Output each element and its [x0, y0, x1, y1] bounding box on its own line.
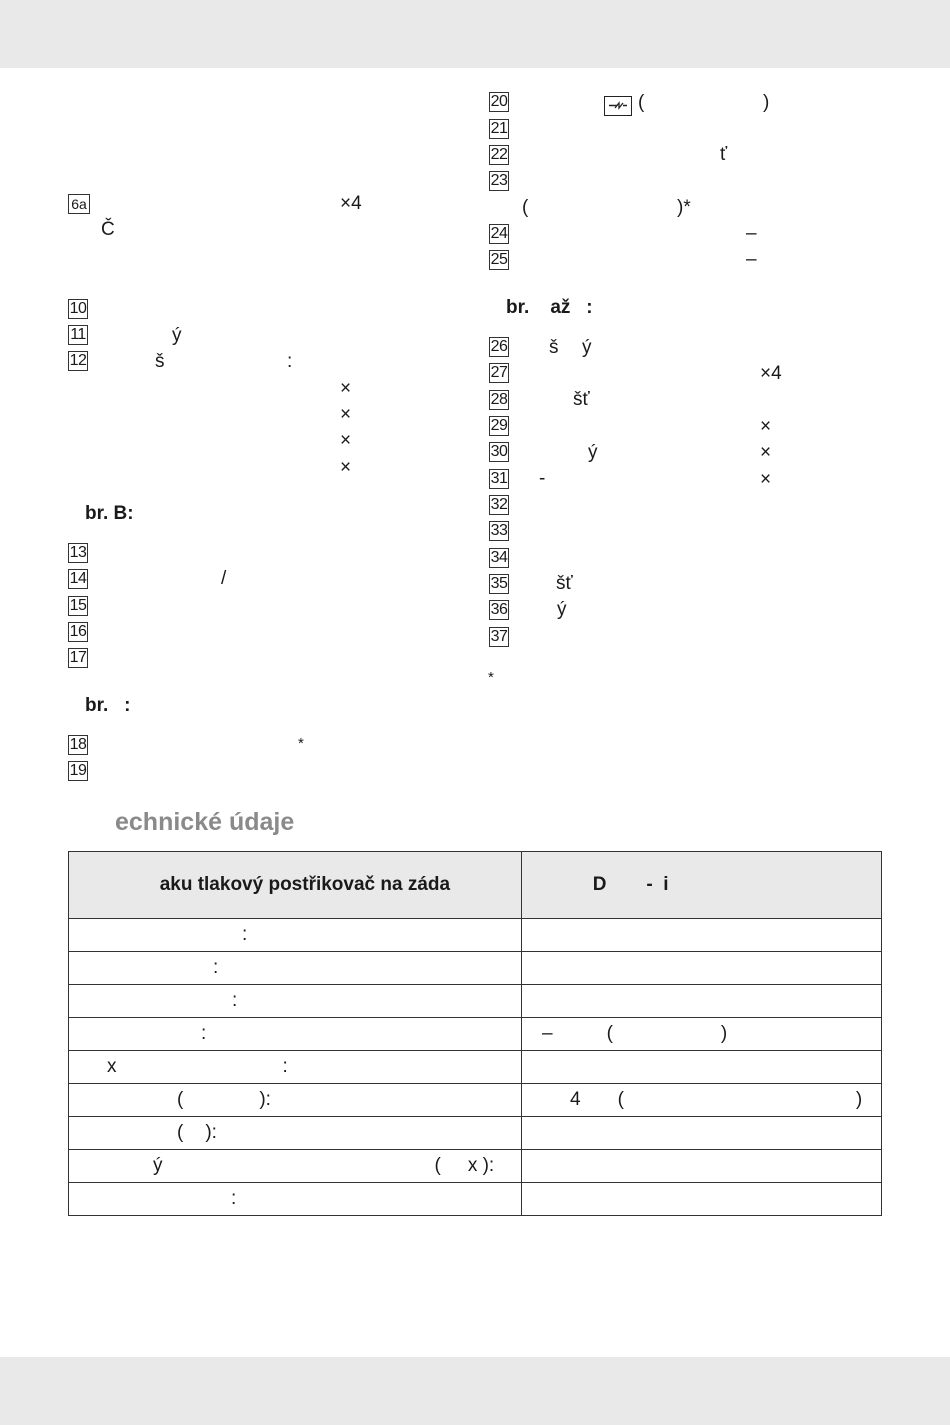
item-26-text-2: ý [582, 337, 592, 358]
item-number-19: 19 [69, 762, 87, 779]
item-number-30: 30 [490, 443, 508, 460]
item-12-colon: : [287, 351, 293, 372]
item-number-37: 37 [490, 628, 508, 645]
heading-fig-c: br. : [85, 695, 131, 716]
item-number-28: 28 [490, 391, 508, 408]
item-26-text: š [549, 337, 559, 358]
item-35-text: šť [556, 573, 573, 594]
item-number-22: 22 [490, 146, 508, 163]
table-row: : – ( ) [69, 1018, 882, 1051]
cross-mark: × [340, 430, 352, 451]
item-25-dash: – [746, 249, 757, 270]
cross-mark: × [340, 378, 352, 399]
item-number-21: 21 [490, 120, 508, 137]
table-header-row [69, 852, 882, 919]
item-29-quantity: × [760, 416, 772, 437]
item-23-paren-close: )* [677, 197, 691, 218]
table-row: x : [69, 1051, 882, 1084]
table-row: : [69, 985, 882, 1018]
item-number-33: 33 [490, 522, 508, 539]
table-header-product: aku tlakový postřikovač na záda [69, 852, 522, 919]
item-number-17: 17 [69, 649, 87, 666]
item-number-29: 29 [490, 417, 508, 434]
battery-charge-icon [604, 96, 632, 116]
item-number-36: 36 [490, 601, 508, 618]
item-24-dash: – [746, 223, 757, 244]
item-number-23: 23 [490, 172, 508, 189]
table-row: : [69, 952, 882, 985]
item-number-24: 24 [490, 225, 508, 242]
top-band [0, 0, 950, 68]
footnote-mark: * [488, 669, 494, 686]
item-31-text: - [539, 468, 546, 489]
table-row: ( ): [69, 1117, 882, 1150]
item-number-14: 14 [69, 570, 87, 587]
item-number-34: 34 [490, 549, 508, 566]
table-row: : [69, 1183, 882, 1216]
item-27-quantity: ×4 [760, 363, 782, 384]
item-6a-quantity: ×4 [340, 193, 362, 214]
item-number-25: 25 [490, 251, 508, 268]
item-6a-text: Č [101, 219, 115, 240]
item-number-26: 26 [490, 338, 508, 355]
cross-mark: × [340, 404, 352, 425]
table-row: : [69, 919, 882, 952]
cross-mark: × [340, 457, 352, 478]
item-12-text: š [155, 351, 165, 372]
item-20-paren-open: ( [638, 92, 645, 113]
item-31-quantity: × [760, 469, 772, 490]
section-title: echnické údaje [115, 808, 295, 836]
item-number-10: 10 [69, 300, 87, 317]
item-number-11: 11 [68, 325, 88, 345]
technical-data-table [68, 851, 882, 1216]
item-number-20: 20 [490, 93, 508, 110]
item-number-35: 35 [490, 575, 508, 592]
item-number-13: 13 [69, 544, 87, 561]
item-28-text: šť [573, 389, 590, 410]
item-36-text: ý [557, 599, 567, 620]
table-header-model: D - i [522, 852, 882, 919]
item-30-quantity: × [760, 442, 772, 463]
item-number-32: 32 [490, 496, 508, 513]
item-number-15: 15 [69, 597, 87, 614]
item-20-paren-close: ) [763, 92, 770, 113]
item-number-12: 12 [69, 352, 87, 369]
table-row: ý ( x ): [69, 1150, 882, 1183]
bottom-band [0, 1357, 950, 1425]
item-18-footnote-mark: * [298, 735, 304, 752]
item-number-16: 16 [69, 623, 87, 640]
table-row: ( ): 4 ( ) [69, 1084, 882, 1117]
item-23-paren-open: ( [522, 197, 529, 218]
item-number-31: 31 [490, 470, 508, 487]
item-number-27: 27 [490, 364, 508, 381]
heading-fig-b: br. B: [85, 503, 134, 524]
item-11-text: ý [172, 325, 182, 346]
item-number-6a: 6a [68, 194, 90, 214]
item-14-slash: / [221, 568, 227, 589]
item-number-18: 18 [69, 736, 87, 753]
heading-fig-d: br. až : [506, 297, 593, 318]
item-22-text: ť [720, 144, 728, 165]
item-30-text: ý [588, 442, 598, 463]
